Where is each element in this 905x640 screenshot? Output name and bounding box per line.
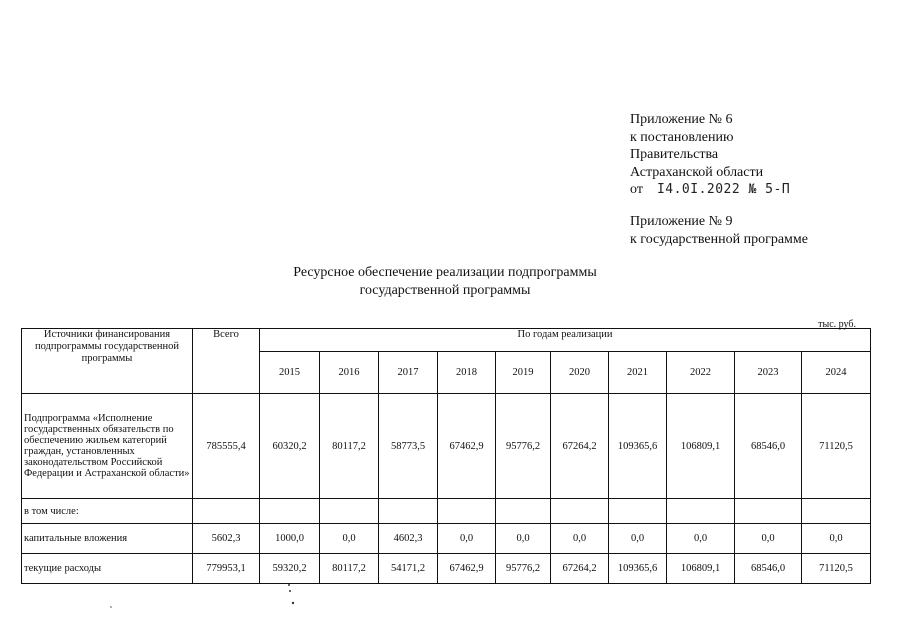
cell-value: 59320,2 <box>260 554 320 584</box>
cell-value: 109365,6 <box>609 554 667 584</box>
cell-value: 0,0 <box>735 524 802 554</box>
cell-value: 1000,0 <box>260 524 320 554</box>
cell-value: 106809,1 <box>667 394 735 499</box>
cell-value: 0,0 <box>609 524 667 554</box>
cell-value: 0,0 <box>802 524 871 554</box>
cell-value: 58773,5 <box>379 394 438 499</box>
cell-value: 95776,2 <box>496 394 551 499</box>
appendix-9-line1: Приложение № 9 <box>630 214 733 229</box>
cell-value: 67462,9 <box>438 554 496 584</box>
header-year: 2015 <box>260 352 320 394</box>
header-total: Всего <box>193 329 260 394</box>
cell-value: 71120,5 <box>802 394 871 499</box>
cell-value: 4602,3 <box>379 524 438 554</box>
row-label: Подпрограмма «Исполнение государственных обязательств по обеспечению жильем категорий граждан, установленных законодательством Российской Федерации и Астраханской области» <box>22 394 193 499</box>
cell-value: 106809,1 <box>667 554 735 584</box>
date-value: I4.0I.2022 № 5-П <box>656 182 791 197</box>
appendix-9-line2: к государственной программе <box>630 231 808 247</box>
header-year: 2021 <box>609 352 667 394</box>
row-total: 5602,3 <box>193 524 260 554</box>
header-year: 2019 <box>496 352 551 394</box>
cell-value: 71120,5 <box>802 554 871 584</box>
document-title-line1: Ресурсное обеспечение реализации подпрограммы <box>293 265 597 280</box>
cell-value: 109365,6 <box>609 394 667 499</box>
header-years-group: По годам реализации <box>260 329 871 352</box>
cell-value: 0,0 <box>551 524 609 554</box>
appendix-6-line4: Астраханской области <box>630 164 764 180</box>
row-total: 779953,1 <box>193 554 260 584</box>
scan-speck <box>289 590 291 592</box>
row-label: текущие расходы <box>22 554 193 584</box>
cell-value: 0,0 <box>438 524 496 554</box>
cell-value: 68546,0 <box>735 394 802 499</box>
cell-value: 0,0 <box>667 524 735 554</box>
header-year: 2016 <box>320 352 379 394</box>
document-title-line2: государственной программы <box>359 283 531 298</box>
scan-speck <box>110 606 112 608</box>
cell-value: 80117,2 <box>320 394 379 499</box>
cell-value: 0,0 <box>496 524 551 554</box>
row-label: в том числе: <box>22 499 193 524</box>
header-year: 2017 <box>379 352 438 394</box>
appendix-6-line2: к постановлению <box>630 129 734 145</box>
scan-speck <box>288 584 290 586</box>
cell-value: 95776,2 <box>496 554 551 584</box>
cell-value: 80117,2 <box>320 554 379 584</box>
cell-value: 67462,9 <box>438 394 496 499</box>
header-year: 2018 <box>438 352 496 394</box>
row-total: 785555,4 <box>193 394 260 499</box>
header-year: 2020 <box>551 352 609 394</box>
cell-value: 0,0 <box>320 524 379 554</box>
cell-value: 54171,2 <box>379 554 438 584</box>
cell-value: 67264,2 <box>551 394 609 499</box>
header-year: 2022 <box>667 352 735 394</box>
date-prefix: от <box>630 182 643 197</box>
cell-value: 68546,0 <box>735 554 802 584</box>
header-year: 2024 <box>802 352 871 394</box>
units-label: тыс. руб. <box>818 319 856 330</box>
appendix-6-line3: Правительства <box>630 147 719 162</box>
appendix-6-line1: Приложение № 6 <box>630 112 733 127</box>
header-year: 2023 <box>735 352 802 394</box>
header-source: Источники финансирования подпрограммы государственной программы <box>22 329 193 394</box>
row-label: капитальные вложения <box>22 524 193 554</box>
cell-value: 60320,2 <box>260 394 320 499</box>
scan-speck <box>292 602 294 604</box>
cell-value: 67264,2 <box>551 554 609 584</box>
